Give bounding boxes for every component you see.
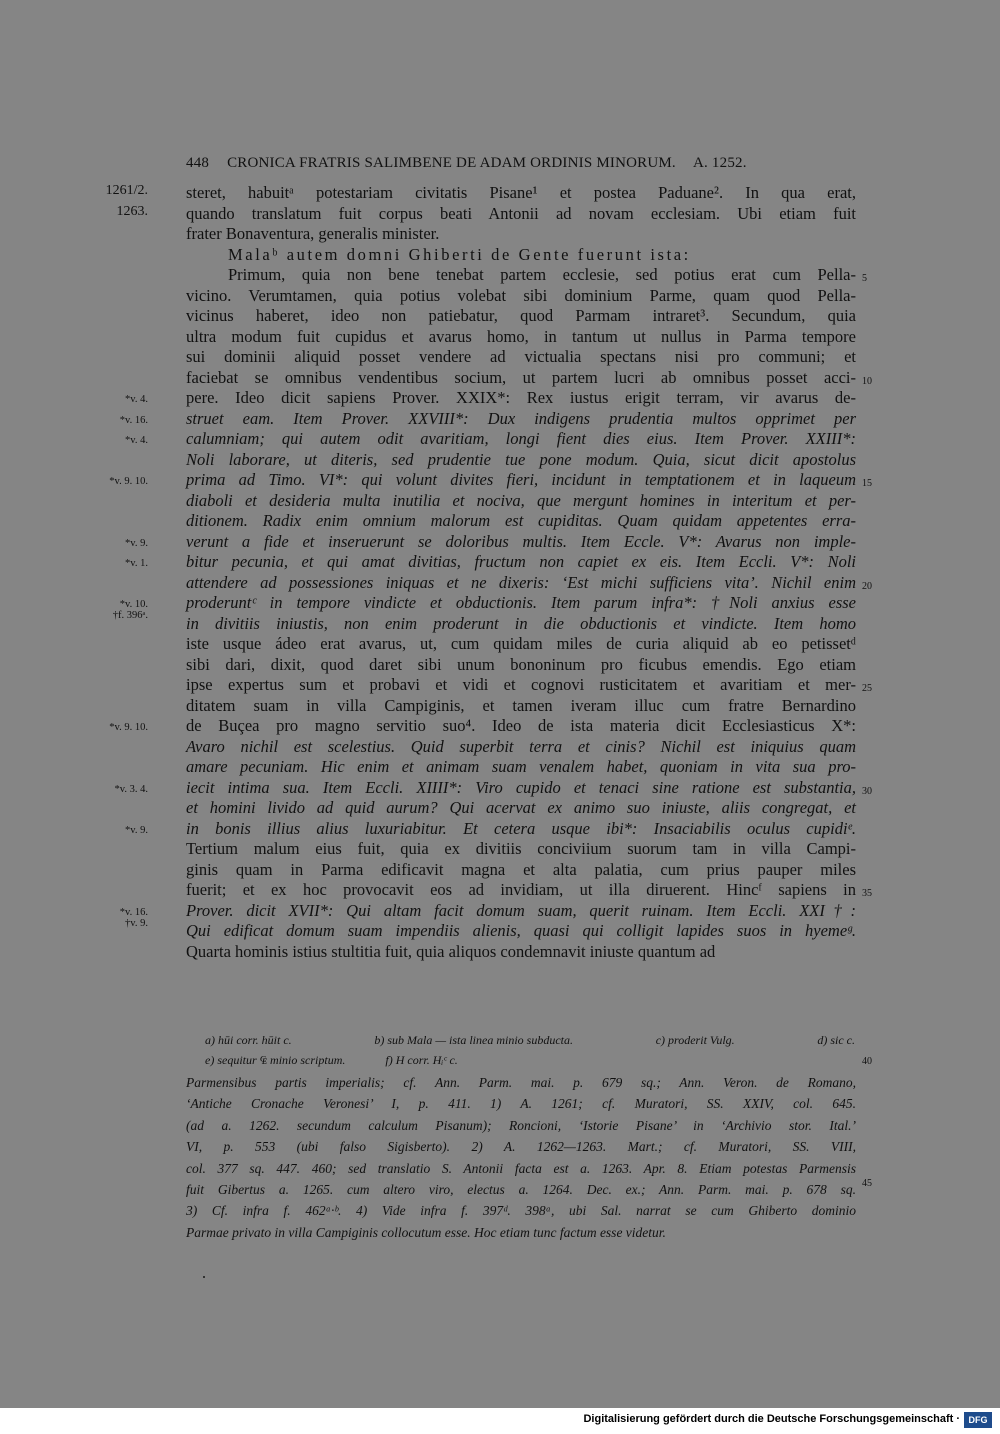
text-line: Avaro nichil est scelestius. Quid superbit terra et cinis? Nichil est iniquius quam — [186, 736, 856, 756]
margin-note: 1261/2. — [105, 183, 148, 198]
text-line: steret, habuitᵃ potestariam civitatis Pisane¹ et postea Paduane². In qua erat, — [186, 183, 856, 202]
apparatus-note: e) sequitur ₠ minio scriptum. — [205, 1053, 346, 1067]
margin-note: *v. 16. — [119, 414, 148, 426]
text-line: iste usque ádeo erat avarus, ut, cum quidam miles de curia aliquid ab eo petissetᵈ — [186, 634, 856, 653]
line-number: 20 — [862, 580, 872, 592]
text-line: et homini livido ad quid aurum? Qui acervat ex animo suo iniuste, aliis congregat, et — [186, 798, 856, 817]
text-line: ditatem suam in villa Campiginis, et tamen iveram illuc cum fratre Bernardino — [186, 695, 856, 715]
critical-apparatus — [205, 1030, 855, 1070]
text-line: faciebat se omnibus vendentibus socium, ut partem lucri ab omnibus posset acci- — [186, 367, 856, 387]
page-number: 448 — [186, 155, 210, 171]
margin-note: *v. 4. — [125, 435, 148, 446]
text-line: Qui edificat domum suam impendiis alienis, quasi qui colligit lapides suos in hyemeᵍ. — [186, 921, 856, 940]
margin-note: *v. 9. 10. — [109, 476, 148, 487]
apparatus-note: b) sub Mala — ista linea minio subducta. — [374, 1033, 574, 1047]
margin-note: 1263. — [116, 203, 148, 219]
text-line: vicino. Verumtamen, quia potius volebat sibi dominium Parme, quam quod Pella- — [186, 285, 856, 305]
margin-note: *v. 9. — [125, 824, 148, 836]
commentary-line: VI, p. 553 (ubi falso Sigisberto). 2) A. 1262—1263. Mart.; cf. Muratori, SS. VIII, — [186, 1139, 856, 1155]
commentary-line: Parmae privato in villa Campiginis collocutum esse. Hoc etiam tunc factum esse videtur. — [186, 1224, 666, 1240]
text-line: Tertium malum eius fuit, quia ex divitiis conciviium suorum tam in villa Campi- — [186, 839, 856, 858]
text-line: Quarta hominis istius stultitia fuit, quia aliquos condemnavit iniuste quantum ad — [186, 941, 716, 961]
text-line: calumniam; qui autem odit avaritiam, longi fient dies eius. Item Prover. XXIII*: — [186, 429, 856, 448]
text-line: struet eam. Item Prover. XXVIII*: Dux indigens prudentia multos opprimet per — [186, 408, 856, 428]
margin-note: *v. 4. — [125, 394, 148, 405]
margin-note: *v. 10. †f. 396ᵃ. — [112, 599, 148, 621]
text-line: quando translatum fuit corpus beati Antonii ad novam ecclesiam. Ubi etiam fuit — [186, 203, 856, 223]
commentary-line: Parmensibus partis imperialis; cf. Ann. Parm. mai. p. 679 sq.; Ann. Veron. de Romano, — [186, 1075, 856, 1090]
text-line: Prover. dicit XVII*: Qui altam facit domum suam, querit ruinam. Item Eccli. XXI†: — [186, 900, 856, 920]
text-line: frater Bonaventura, generalis minister. — [186, 224, 440, 243]
apparatus-row — [205, 1030, 855, 1050]
running-year: A. 1252. — [692, 155, 747, 171]
text-line: proderuntᶜ in tempore vindicte et obductionis. Item parum infra*: †Noli anxius esse — [186, 593, 856, 612]
running-title: CRONICA FRATRIS SALIMBENE DE ADAM ORDINIS MINORUM. — [227, 155, 676, 171]
margin-note: *v. 16. †v. 9. — [119, 906, 148, 929]
apparatus-note: a) hūi corr. hūit c. — [205, 1033, 292, 1047]
line-number: 35 — [862, 888, 872, 899]
apparatus-note: d) sic c. — [817, 1033, 855, 1047]
apparatus-line-number: 40 — [862, 1056, 872, 1067]
text-line: Primum, quia non bene tenebat partem ecclesie, sed potius erat cum Pella- — [228, 265, 856, 284]
text-line: ipse expertus sum et probavi et vidi et cognovi rusticitatem et avaritiam et mer- — [186, 675, 856, 694]
commentary-notes — [186, 1072, 856, 1243]
text-line: ginis quam in Parma edificavit magna et alta palatia, cum prius pauper miles — [186, 859, 856, 879]
running-header — [186, 155, 856, 172]
commentary-line: (ad a. 1262. secundum calculum Pisanum); Roncioni, ‘Istorie Pisane’ in ‘Archivio stor. Ital.’ — [186, 1117, 856, 1133]
text-line: ultra modum fuit cupidus et avarus homo, in tantum ut nullus in Parma tempore — [186, 326, 856, 346]
margin-note: *v. 9. — [125, 537, 148, 549]
text-line: pere. Ideo dicit sapiens Prover. XXIX*: Rex iustus erigit terram, vir avarus de- — [186, 388, 856, 407]
footer-credit: Digitalisierung gefördert durch die Deutsche Forschungsgemeinschaft · — [583, 1413, 960, 1425]
margin-note: *v. 3. 4. — [114, 783, 148, 795]
text-line: in bonis illius alius luxuriabitur. Et cetera usque ibi*: Insaciabilis oculus cupidiᵉ. — [186, 818, 856, 838]
text-line: prima ad Timo. VI*: qui volunt divites fieri, incidunt in temptationem et in laqueum — [186, 470, 856, 489]
commentary-line: 3) Cf. infra f. 462ᵃ·ᵇ. 4) Vide infra f. 397ᵈ. 398ᵃ, ubi Sal. narrat se cum Ghiberto dominio — [186, 1203, 856, 1219]
commentary-line-number: 45 — [862, 1178, 872, 1189]
text-line: sui dominii aliquid posset vendere ad victualia spectans nisi pro communi; et — [186, 347, 856, 366]
dfg-logo: DFG — [964, 1412, 992, 1428]
line-number: 15 — [862, 478, 872, 489]
apparatus-note: c) proderit Vulg. — [655, 1033, 735, 1047]
text-line: Noli laborare, ut diteris, sed prudentie tue pone modum. Quia, sicut dicit apostolus — [186, 449, 856, 469]
margin-note: *v. 9. 10. — [109, 722, 148, 733]
text-line: Malaᵇ autem domni Ghiberti de Gente fuerunt ista: — [228, 244, 691, 264]
footer-bar — [0, 1408, 1000, 1434]
text-line: vicinus haberet, ideo non patiebatur, quod Parmam intraret³. Secundum, quia — [186, 306, 856, 325]
text-line: bitur pecunia, et qui amat divitias, fructum non capiet ex eis. Item Eccli. V*: Noli — [186, 552, 856, 571]
line-number: 10 — [862, 375, 872, 387]
text-line: verunt a fide et inseruerunt se doloribus multis. Item Eccle. V*: Avarus non imple- — [186, 531, 856, 551]
line-number: 30 — [862, 785, 872, 797]
scan-speck — [203, 1276, 205, 1278]
text-line: ditionem. Radix enim omnium malorum est cupiditas. Quam quidam appetentes erra- — [186, 511, 856, 530]
text-line: in divitiis iniustis, non enim proderunt in die obductionis et vindicte. Item homo — [186, 613, 856, 633]
text-line: amare pecuniam. Hic enim et animam suam venalem habet, quoniam in vita sua pro- — [186, 757, 856, 776]
text-line: de Buçea pro magno servitio suo⁴. Ideo de ista materia dicit Ecclesiasticus X*: — [186, 716, 856, 735]
text-line: diaboli et desideria multa inutilia et nociva, que mergunt homines in interitum et per- — [186, 490, 856, 510]
text-line: fuerit; et ex hoc provocavit eos ad invidiam, ut illa diruerent. Hincᶠ sapiens in — [186, 880, 856, 899]
commentary-line: ‘Antiche Cronache Veronesi’ I, p. 411. 1) A. 1261; cf. Muratori, SS. XXIV, col. 645. — [186, 1096, 856, 1112]
apparatus-note: f) H corr. Hᵢᶜ c. — [385, 1053, 458, 1067]
commentary-line: col. 377 sq. 447. 460; sed translatio S. Antonii facta est a. 1263. Apr. 8. Etiam potestas Parmensis — [186, 1160, 856, 1176]
margin-note: *v. 1. — [125, 558, 148, 569]
line-number: 5 — [862, 273, 867, 284]
apparatus-row — [205, 1050, 855, 1070]
text-line: attendere ad possessiones iniquas et ne dixeris: ‘Est michi sufficiens vita’. Nichil enim — [186, 572, 856, 592]
commentary-line: fuit Gibertus a. 1265. cum altero viro, electus a. 1264. Dec. ex.; Ann. Parm. mai. p. 678 sq. — [186, 1182, 856, 1198]
text-line: sibi dari, dixit, quod daret sibi unum bononinum pro ficubus emendis. Ego etiam — [186, 654, 856, 674]
line-number: 25 — [862, 683, 872, 694]
text-line: iecit intima sua. Item Eccli. XIIII*: Viro cupido et tenaci sine ratione est substantia, — [186, 777, 856, 797]
